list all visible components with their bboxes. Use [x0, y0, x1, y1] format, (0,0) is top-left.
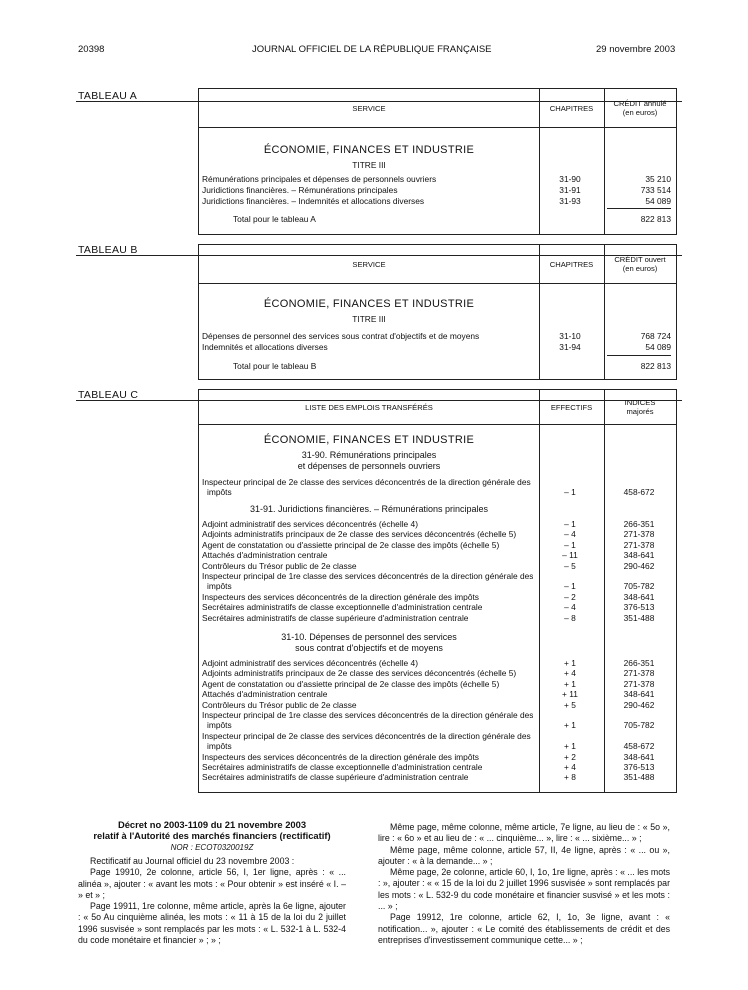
table-row: Contrôleurs du Trésor public de 2e classe + 5 290-462 [202, 699, 655, 710]
col-liste: LISTE DES EMPLOIS TRANSFÉRÉS [305, 402, 433, 412]
tableau-a-label: TABLEAU A [78, 90, 138, 102]
table-row: Secrétaires administratifs de classe supérieure d'administration centrale + 8 351-488 [202, 772, 655, 783]
table-row: Rémunérations principales et dépenses de personnels ouvriers 31-90 35 210 [202, 174, 671, 184]
tableau-b-label: TABLEAU B [78, 244, 138, 256]
table-row: Attachés d'administration centrale – 11 348-641 [202, 550, 655, 561]
decree-right-column [378, 822, 670, 946]
tableau-c [198, 389, 677, 793]
table-row: Contrôleurs du Trésor public de 2e classe – 5 290-462 [202, 560, 655, 571]
paragraph: Page 19910, 2e colonne, article 56, I, 1er ligne, après : « ... alinéa », ajouter : « avant les mots : « Pour obtenir » est inséré « I. – » et » ; [78, 867, 346, 900]
section-title: 31-90. Rémunérations principales [301, 450, 437, 460]
total-row: Total pour le tableau A 822 813 [233, 214, 671, 224]
table-row: Secrétaires administratifs de classe exceptionnelle d'administration centrale – 4 376-513 [202, 602, 655, 613]
section-title: 31-10. Dépenses de personnel des services [281, 632, 457, 642]
col-chapitres: CHAPITRES [549, 259, 594, 269]
paragraph: Même page, même colonne, article 57, II, 4e ligne, après : « ... ou », ajouter : « à la demande... » ; [378, 844, 670, 866]
table-row: Inspecteurs des services déconcentrés de la direction générale des impôts – 2 348-641 [202, 591, 655, 602]
table-row: Inspecteur principal de 2e classe des services déconcentrés de la direction générale des [202, 477, 531, 487]
table-row: Inspecteur principal de 2e classe des services déconcentrés de la direction générale des [202, 730, 531, 741]
table-row: Agent de constatation ou d'assiette principal de 2e classe des impôts (échelle 5) + 1 271-378 [202, 678, 655, 689]
ministry-title: ÉCONOMIE, FINANCES ET INDUSTRIE [263, 144, 475, 156]
table-row: Adjoints administratifs principaux de 2e classe des services déconcentrés (échelle 5) – 4 271-378 [202, 529, 655, 540]
titre-label: TITRE III [352, 160, 386, 170]
paragraph: Même page, même colonne, même article, 7e ligne, au lieu de : « 5o », lire : « 6o » et au lieu de : « ... cinquième... », lire : « ... sixième... » ; [378, 822, 670, 844]
col-service: SERVICE [352, 103, 386, 113]
col-indices: INDICES majorés [624, 398, 656, 416]
section-title: 31-91. Juridictions financières. – Rémunérations principales [249, 504, 489, 514]
table-row: Inspecteur principal de 1re classe des services déconcentrés de la direction générale des [202, 710, 534, 720]
paragraph: Page 19911, 1re colonne, même article, après la 6e ligne, ajouter : « 5o Au cinquième alinéa, les mots : « 11 à 15 de la loi du 2 juillet 1996 susvisée » sont remplacés par les mots : « L. 532-1 à L. 532-4 du code monétaire et financier » ; » ; [78, 901, 346, 946]
decree-left-column [78, 856, 346, 946]
paragraph: Page 19912, 1re colonne, article 62, I, 1o, 3e ligne, avant : « notification... », ajouter : « Le comité des établissements de crédit et des entreprises d'investissement communique cette... » ; [378, 912, 670, 945]
col-credit: CRÉDIT annulé (en euros) [613, 99, 667, 117]
table-row: Adjoints administratifs principaux de 2e classe des services déconcentrés (échelle 5) + 4 271-378 [202, 668, 655, 679]
col-effectifs: EFFECTIFS [550, 402, 593, 412]
table-row: impôts + 1 458-672 [207, 741, 655, 752]
table-row: Dépenses de personnel des services sous contrat d'objectifs et de moyens 31-10 768 724 [202, 331, 671, 341]
table-row: impôts – 1 458-672 [207, 487, 655, 497]
table-row: Secrétaires administratifs de classe exceptionnelle d'administration centrale + 4 376-513 [202, 762, 655, 772]
table-row: Juridictions financières. – Indemnités et allocations diverses 31-93 54 089 [202, 196, 671, 206]
page-number: 20398 [78, 44, 105, 55]
titre-label: TITRE III [352, 314, 386, 324]
decree-title: Décret no 2003-1109 du 21 novembre 2003 relatif à l'Autorité des marchés financiers (rectificatif) [93, 819, 331, 841]
tableau-b [198, 244, 677, 380]
tableau-a [198, 88, 677, 235]
table-row: Agent de constatation ou d'assiette principal de 2e classe des impôts (échelle 5) – 1 271-378 [202, 539, 655, 550]
paragraph: Même page, 2e colonne, article 60, I, 1o, 1re ligne, après : « ... les mots : », ajouter : « « 15 de la loi du 2 juillet 1996 susvisée » sont remplacés par les mots : « L. 532-9 du code monétaire et financier susvisé » et les mots : ... » ; [378, 867, 670, 912]
table-row: impôts + 1 705-782 [207, 720, 655, 731]
table-row: Juridictions financières. – Rémunérations principales 31-91 733 514 [202, 185, 671, 195]
decree-nor: NOR : ECOT0320019Z [170, 843, 254, 852]
table-row: Inspecteur principal de 1re classe des services déconcentrés de la direction générale des [202, 571, 534, 581]
journal-title: JOURNAL OFFICIEL DE LA RÉPUBLIQUE FRANÇAISE [252, 44, 492, 55]
table-row: Secrétaires administratifs de classe supérieure d'administration centrale – 8 351-488 [202, 612, 655, 623]
ministry-title: ÉCONOMIE, FINANCES ET INDUSTRIE [263, 298, 475, 310]
table-row: Adjoint administratif des services déconcentrés (échelle 4) – 1 266-351 [202, 519, 655, 529]
section-subtitle: et dépenses de personnels ouvriers [297, 461, 441, 471]
table-row: Inspecteurs des services déconcentrés de la direction générale des impôts + 2 348-641 [202, 751, 655, 762]
table-row: impôts – 1 705-782 [207, 581, 655, 592]
col-service: SERVICE [352, 259, 386, 269]
ministry-title: ÉCONOMIE, FINANCES ET INDUSTRIE [263, 434, 475, 446]
section-subtitle: sous contrat d'objectifs et de moyens [295, 643, 443, 653]
paragraph: Rectificatif au Journal officiel du 23 novembre 2003 : [90, 856, 295, 866]
tableau-c-label: TABLEAU C [78, 389, 139, 401]
col-credit: CRÉDIT ouvert (en euros) [614, 255, 666, 273]
table-row: Adjoint administratif des services déconcentrés (échelle 4) + 1 266-351 [202, 658, 655, 668]
publication-date: 29 novembre 2003 [596, 44, 676, 55]
table-row: Indemnités et allocations diverses 31-94 54 089 [202, 342, 671, 352]
total-row: Total pour le tableau B 822 813 [233, 361, 671, 371]
table-row: Attachés d'administration centrale + 11 348-641 [202, 689, 655, 700]
col-chapitres: CHAPITRES [549, 103, 594, 113]
